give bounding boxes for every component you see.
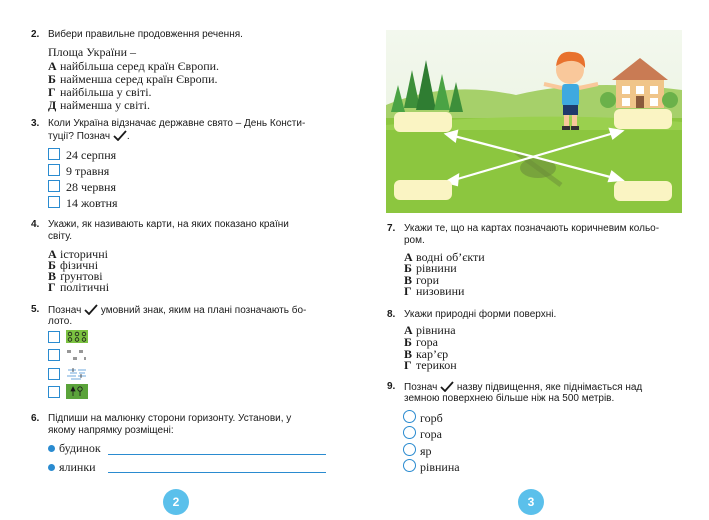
answer-option[interactable]: Г терикон [404, 358, 457, 372]
question-number: 2. [31, 29, 40, 40]
answer-label: рівнина [420, 460, 460, 474]
answer-label: гора [420, 427, 442, 441]
radio-circle[interactable] [403, 426, 416, 439]
checkbox[interactable] [48, 164, 60, 176]
question-number: 9. [387, 381, 396, 392]
answer-option[interactable]: В гори [404, 273, 440, 287]
question-text: земною поверхнею більше ніж на 500 метрів. [404, 393, 615, 404]
question-number: 4. [31, 219, 40, 230]
checkmark-icon [113, 130, 127, 141]
question-number: 5. [31, 304, 40, 315]
checkbox[interactable] [48, 196, 60, 208]
question-text: Познач назву підвищення, яке піднімається над [404, 382, 643, 393]
direction-label-box [614, 109, 672, 129]
answer-label: горб [420, 411, 443, 425]
answer-option[interactable]: В кар’єр [404, 347, 449, 361]
checkbox[interactable] [48, 331, 60, 343]
question-number: 6. [31, 413, 40, 424]
orchard-symbol-icon [66, 330, 88, 343]
answer-label: 14 жовтня [66, 196, 118, 210]
answer-label: 9 травня [66, 164, 110, 178]
question-text: Коли Україна відзначає державне свято – День Консти- [48, 118, 306, 129]
checkbox[interactable] [48, 368, 60, 380]
checkmark-icon [440, 381, 454, 392]
question-text: Вибери правильне продовження речення. [48, 29, 243, 40]
question-text: світу. [48, 231, 73, 242]
mixed-forest-symbol-icon [66, 384, 88, 399]
question-text: туції? Познач . [48, 131, 130, 142]
question-text: ром. [404, 235, 425, 246]
answer-line[interactable] [108, 454, 326, 455]
meadow-symbol-icon [66, 348, 88, 361]
answer-label: 28 червня [66, 180, 116, 194]
answer-option[interactable]: Г найбільша у світі. [48, 85, 152, 99]
answer-option[interactable]: Б гора [404, 335, 438, 349]
answer-label: яр [420, 444, 432, 458]
question-text: якому напрямку розміщені: [48, 425, 174, 436]
checkbox[interactable] [48, 148, 60, 160]
answer-label: 24 серпня [66, 148, 117, 162]
bullet-icon [48, 464, 55, 471]
answer-option[interactable]: Д найменша у світі. [48, 98, 150, 112]
page-number: 2 [163, 489, 189, 515]
checkbox[interactable] [48, 349, 60, 361]
swamp-symbol-icon [66, 367, 88, 380]
answer-option[interactable]: Б фізичні [48, 258, 99, 272]
answer-option[interactable]: Г політичні [48, 280, 110, 294]
question-text: Укажи, як називають карти, на яких показано країни [48, 219, 289, 230]
checkmark-icon [84, 304, 98, 315]
bullet-icon [48, 445, 55, 452]
item-label: будинок [59, 441, 101, 455]
direction-label-box [394, 180, 452, 200]
answer-option[interactable]: Б найменша серед країн Європи. [48, 72, 218, 86]
question-text: Познач умовний знак, яким на плані позначають бо- [48, 305, 307, 316]
answer-option[interactable]: Г низовини [404, 284, 465, 298]
question-number: 7. [387, 223, 396, 234]
page-number: 3 [518, 489, 544, 515]
answer-option[interactable]: А рівнина [404, 323, 456, 337]
direction-label-box [394, 112, 452, 132]
radio-circle[interactable] [403, 443, 416, 456]
item-label: ялинки [59, 460, 96, 474]
answer-option[interactable]: В ґрунтові [48, 269, 103, 283]
checkbox[interactable] [48, 180, 60, 192]
right-page [355, 0, 709, 520]
answer-option[interactable]: Б рівнини [404, 261, 457, 275]
question-number: 3. [31, 118, 40, 129]
answer-line[interactable] [108, 472, 326, 473]
question-text: Укажи природні форми поверхні. [404, 309, 557, 320]
question-stem: Площа України – [48, 45, 136, 59]
question-text: Укажи те, що на картах позначають коричневим кольо- [404, 223, 660, 234]
answer-option[interactable]: А найбільша серед країн Європи. [48, 59, 220, 73]
landscape-illustration [386, 30, 682, 213]
direction-label-box [614, 181, 672, 201]
question-number: 8. [387, 309, 396, 320]
question-text: Підпиши на малюнку сторони горизонту. Установи, у [48, 413, 292, 424]
left-page [0, 0, 354, 520]
answer-option[interactable]: А водні об’єкти [404, 250, 485, 264]
checkbox[interactable] [48, 386, 60, 398]
radio-circle[interactable] [403, 410, 416, 423]
answer-option[interactable]: А історичні [48, 247, 108, 261]
radio-circle[interactable] [403, 459, 416, 472]
question-text: лото. [48, 316, 73, 327]
